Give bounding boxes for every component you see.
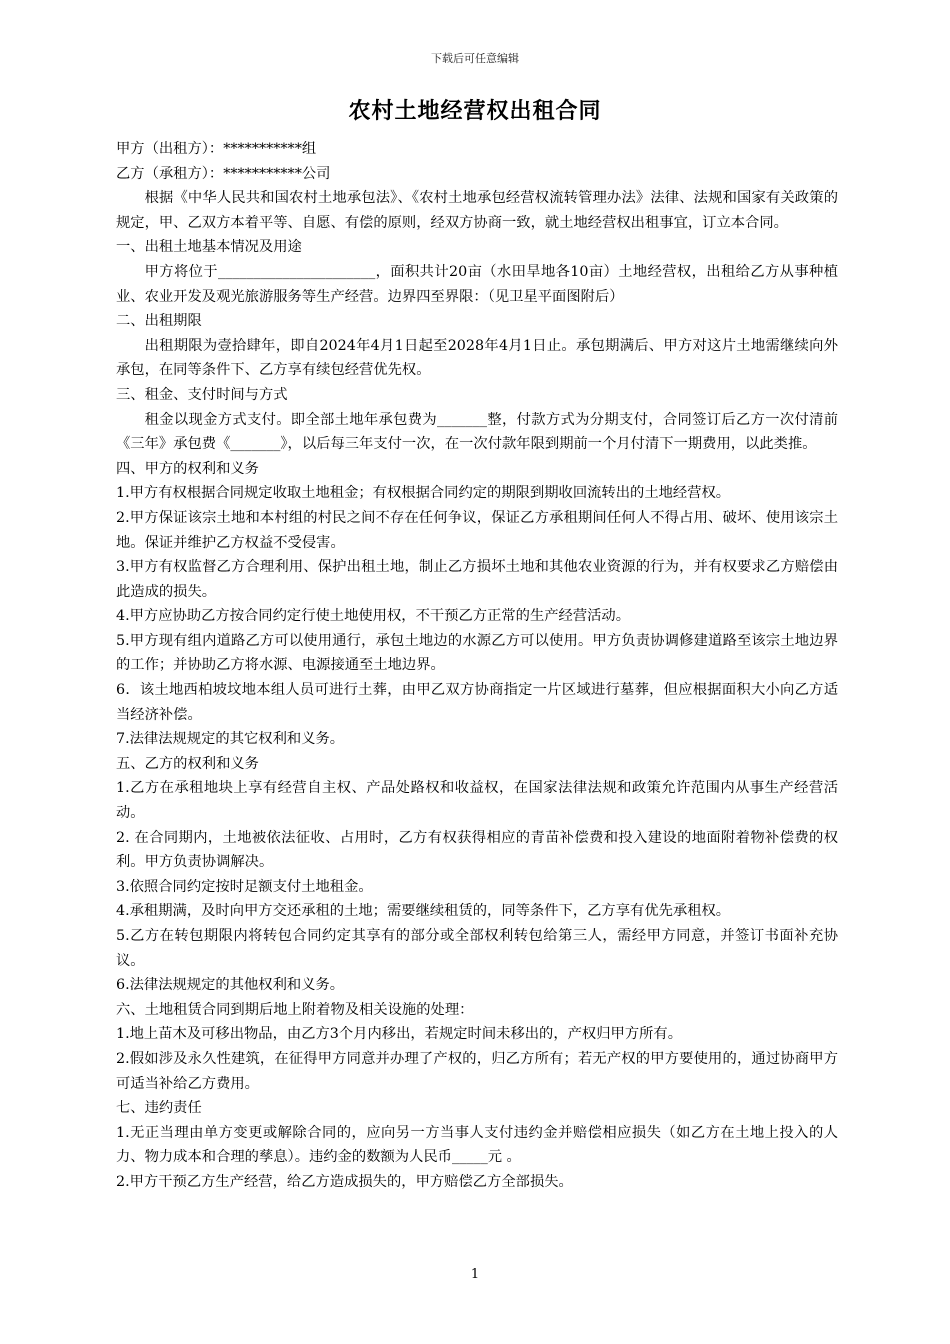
section-1-paragraph: 甲方将位于______________________，面积共计20亩（水田旱地各10亩）土地经营权，出租给乙方从事种植业、农业开发及观光旅游服务等生产经营。边界四至界限：（见卫星平面图附后）	[116, 263, 838, 305]
clause-item: 1.甲方有权根据合同规定收取土地租金；有权根据合同约定的期限到期收回流转出的土地经营权。	[116, 485, 731, 502]
clause-item: 1.无正当理由单方变更或解除合同的，应向另一方当事人支付违约金并赔偿相应损失（如乙方在土地上投入的人力、物力成本和合理的孳息）。违约金的数额为人民币_____元 。	[116, 1124, 838, 1166]
clause-item: 2.甲方干预乙方生产经营，给乙方造成损失的，甲方赔偿乙方全部损失。	[116, 1173, 573, 1190]
contract-body	[116, 137, 838, 1195]
clause-item: 3.甲方有权监督乙方合理利用、保护出租土地，制止乙方损坏土地和其他农业资源的行为，并有权要求乙方赔偿由此造成的损失。	[116, 559, 838, 600]
clause-item: 4.甲方应协助乙方按合同约定行使土地使用权，不干预乙方正常的生产经营活动。	[116, 608, 631, 625]
clause-item: 6.法律法规规定的其他权利和义务。	[116, 977, 345, 994]
section-heading-4: 四、甲方的权利和义务	[116, 460, 259, 477]
party-b-line: 乙方（承租方）：***********公司	[116, 165, 331, 182]
section-heading-5: 五、乙方的权利和义务	[116, 755, 259, 772]
clause-item: 1.地上苗木及可移出物品，由乙方3个月内移出，若规定时间未移出的，产权归甲方所有。	[116, 1026, 683, 1043]
clause-item: 2. 在合同期内，土地被依法征收、占用时，乙方有权获得相应的青苗补偿费和投入建设的地面附着物补偿费的权利。甲方负责协调解决。	[116, 829, 838, 871]
section-3-paragraph: 租金以现金方式支付。即全部土地年承包费为_______整，付款方式为分期支付，合同签订后乙方一次付清前《三年》承包费《_______》，以后每三年支付一次，在一次付款年限到期前一个月付清下一期费用，以此类推。	[116, 411, 838, 453]
clause-item: 5.甲方现有组内道路乙方可以使用通行，承包土地边的水源乙方可以使用。甲方负责协调修建道路至该宗土地边界的工作；并协助乙方将水源、电源接通至土地边界。	[116, 632, 838, 674]
clause-item: 4.承租期满，及时向甲方交还承租的土地；需要继续租赁的，同等条件下，乙方享有优先承租权。	[116, 903, 731, 920]
section-heading-7: 七、违约责任	[116, 1100, 202, 1117]
section-heading-1: 一、出租土地基本情况及用途	[116, 239, 302, 256]
clause-item: 6．该土地西柏坡坟地本组人员可进行土葬，由甲乙双方协商指定一片区域进行墓葬，但应根据面积大小向乙方适当经济补偿。	[116, 682, 838, 723]
preamble-paragraph: 根据《中华人民共和国农村土地承包法》、《农村土地承包经营权流转管理办法》法律、法规和国家有关政策的规定，甲、乙双方本着平等、自愿、有偿的原则，经双方协商一致，就土地经营权出租事宜，订立本合同。	[116, 190, 838, 231]
section-heading-2: 二、出租期限	[116, 313, 202, 330]
section-2-paragraph: 出租期限为壹拾肆年，即自2024年4月1日起至2028年4月1日止。承包期满后、甲方对这片土地需继续向外承包，在同等条件下、乙方享有续包经营优先权。	[116, 337, 838, 379]
clause-item: 1.乙方在承租地块上享有经营自主权、产品处路权和收益权，在国家法律法规和政策允许范围内从事生产经营活动。	[116, 780, 838, 822]
clause-item: 3.依照合同约定按时足额支付土地租金。	[116, 878, 373, 895]
clause-item: 2.假如涉及永久性建筑，在征得甲方同意并办理了产权的，归乙方所有；若无产权的甲方要使用的，通过协商甲方可适当补给乙方费用。	[116, 1050, 838, 1092]
header-note: 下载后可任意编辑	[431, 52, 519, 65]
page-number: 1	[470, 1267, 480, 1282]
contract-title: 农村土地经营权出租合同	[348, 98, 602, 124]
clause-item: 5.乙方在转包期限内将转包合同约定其享有的部分或全部权利转包给第三人，需经甲方同意，并签订书面补充协议。	[116, 928, 838, 969]
section-heading-6: 六、土地租赁合同到期后地上附着物及相关设施的处理：	[116, 1001, 474, 1018]
section-heading-3: 三、租金、支付时间与方式	[116, 386, 288, 403]
clause-item: 7.法律法规规定的其它权利和义务。	[116, 731, 345, 748]
party-a-line: 甲方（出租方）：***********组	[116, 141, 317, 157]
clause-item: 2.甲方保证该宗土地和本村组的村民之间不存在任何争议，保证乙方承租期间任何人不得占用、破坏、使用该宗土地。保证并维护乙方权益不受侵害。	[116, 509, 838, 551]
